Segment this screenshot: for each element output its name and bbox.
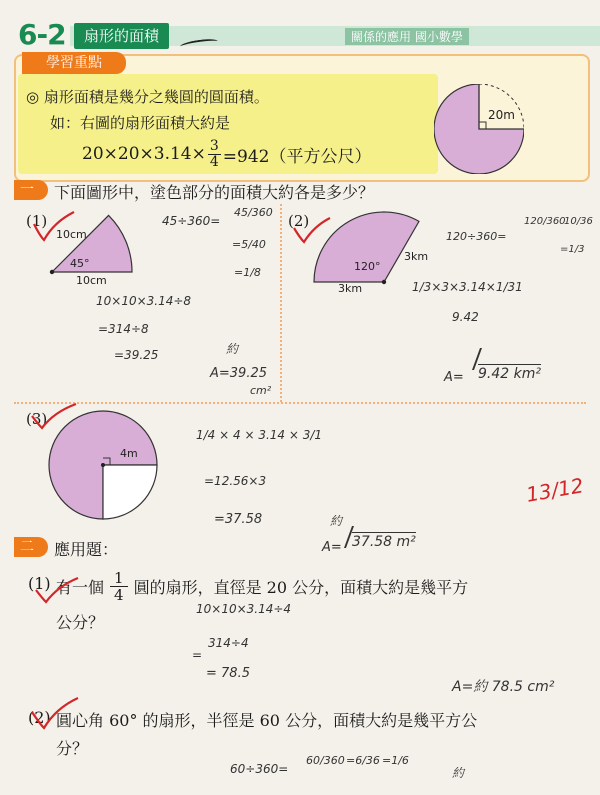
p1-work-3: =1/8 — [234, 266, 261, 279]
p1-work-5: =314÷8 — [98, 322, 149, 336]
q1-work-2: 314÷4 — [208, 636, 249, 650]
p2-check-mark — [292, 216, 332, 246]
p3-work-4: A= — [322, 540, 342, 555]
p2-work-1: 120/360 — [524, 216, 566, 227]
p2-label-side-bottom: 3km — [338, 282, 363, 295]
key-points-figure-label: 20m — [488, 108, 515, 122]
p3-work-3: 約 — [330, 514, 343, 528]
section1-title: 下面圖形中，塗色部分的面積大約各是多少？ — [54, 183, 375, 202]
q1-answer: A=約 78.5 cm² — [452, 679, 555, 695]
p2-work-6: A= — [444, 370, 464, 385]
q2-work-2: =6/36 — [346, 754, 380, 767]
p3-number: (3) — [26, 410, 48, 428]
p2-label-angle: 120° — [354, 260, 381, 273]
divider-vertical — [280, 204, 282, 402]
p3-work-1: =12.56×3 — [204, 474, 267, 488]
p2-work-0: 120÷360= — [446, 230, 507, 243]
q1-text-after: 圓的扇形，直徑是 20 公分，面積大約是幾平方 — [133, 577, 469, 597]
q2-work-3: =1/6 — [382, 754, 409, 767]
p3-work-5: 37.58 m² — [352, 534, 416, 550]
q1-fraction — [110, 570, 128, 603]
p3-check-mark — [30, 402, 78, 432]
p2-work-3: =1/3 — [560, 244, 585, 255]
p3-work-0: 1/4 × 4 × 3.14 × 3/1 — [196, 428, 323, 442]
p3-work-2: =37.58 — [214, 512, 263, 527]
q2-work-0: 60÷360= — [230, 762, 289, 776]
q2-text-line2: 分？ — [56, 739, 89, 758]
q1-frac-den: 4 — [114, 585, 124, 604]
p3-empty-quarter — [103, 465, 157, 519]
p2-work-7: 9.42 km² — [478, 366, 541, 382]
q1-text — [56, 566, 468, 606]
q1-work-1: = — [192, 648, 203, 662]
q2-number: (2) — [28, 708, 51, 727]
p1-work-2: =5/40 — [232, 238, 266, 251]
formula-frac-num: 3 — [209, 137, 219, 154]
p1-work-4: 10×10×3.14÷8 — [96, 294, 192, 308]
score-mark: 13/12 — [524, 473, 586, 507]
p1-label-radius: 10cm — [56, 228, 87, 241]
p1-work-9: cm² — [250, 384, 272, 397]
lesson-title: 扇形的面積 — [74, 23, 169, 49]
lesson-number: 6-2 — [18, 18, 66, 51]
key-points-rule: ◎ 扇形面積是幾分之幾圓的圓面積。 — [26, 88, 269, 106]
key-points-label: 學習重點 — [22, 52, 126, 74]
p2-work-5: 9.42 — [452, 310, 479, 324]
divider-horizontal — [14, 402, 586, 404]
key-points-sector-figure — [434, 84, 524, 174]
q2-answer: 約 — [452, 766, 465, 780]
p2-work-4: 1/3×3×3.14×1/31 — [412, 280, 523, 294]
q2-work-1: 60/360 — [306, 754, 345, 767]
key-points-example: 如：右圖的扇形面積大約是 — [50, 114, 231, 132]
p1-number: (1) — [26, 212, 48, 230]
header-bar — [0, 18, 600, 56]
formula-right: =942（平方公尺） — [222, 146, 372, 167]
q1-text-line2: 公分？ — [56, 613, 105, 632]
q1-check-mark — [34, 576, 80, 606]
p1-check-mark — [30, 210, 76, 244]
p1-work-7: 約 — [226, 342, 239, 356]
p1-work-1: 45/360 — [234, 206, 273, 219]
p3-approx-mark — [332, 526, 354, 548]
section1-badge-text: 一 — [20, 182, 34, 198]
section2-badge-text: 二 — [20, 539, 34, 555]
q1-frac-num: 1 — [110, 570, 128, 587]
p1-label-angle: 45° — [70, 257, 90, 270]
key-points-formula — [82, 134, 371, 174]
formula-left: 20×20×3.14× — [82, 144, 206, 164]
p2-work-2: 10/36 — [564, 216, 593, 227]
p1-label-base: 10cm — [76, 274, 107, 287]
q1-number: (1) — [28, 574, 51, 593]
p1-work-6: =39.25 — [114, 348, 159, 362]
p3-label-radius: 4m — [120, 447, 138, 460]
header-bleed-text: 關係的應用 國小數學 — [345, 28, 469, 45]
p1-work-0: 45÷360= — [162, 214, 221, 228]
q2-text: 圓心角 60° 的扇形，半徑是 60 公分，面積大約是幾平方公 — [56, 711, 478, 730]
section2-title: 應用題： — [54, 540, 119, 559]
q1-work-3: = 78.5 — [206, 666, 250, 681]
q1-text-before: 有一個 — [56, 577, 105, 597]
formula-frac-den: 4 — [209, 153, 219, 170]
q1-work-0: 10×10×3.14÷4 — [196, 602, 292, 616]
p1-work-8: A=39.25 — [210, 366, 268, 381]
q2-check-mark — [30, 696, 80, 732]
p2-number: (2) — [288, 212, 310, 230]
p2-label-side-right: 3km — [404, 250, 429, 263]
formula-fraction — [208, 139, 221, 170]
